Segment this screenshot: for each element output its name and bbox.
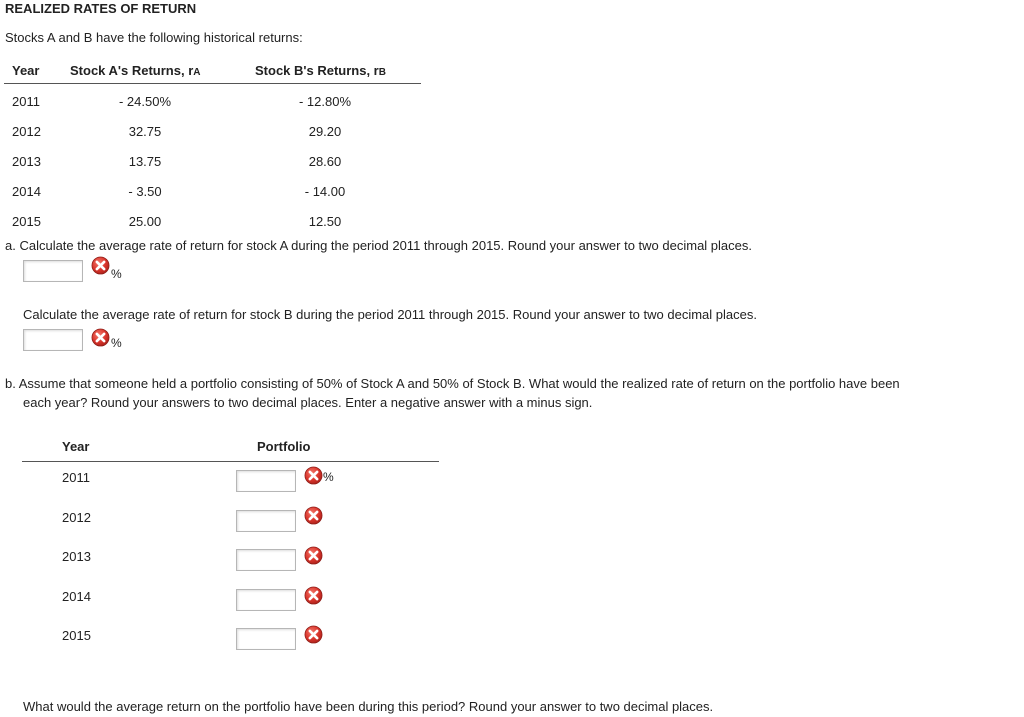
portfolio-row-year: 2015	[62, 628, 91, 643]
returns-row-year: 2012	[12, 124, 41, 139]
returns-header-stock-b-label: Stock B's Returns, r	[255, 63, 379, 78]
incorrect-x-icon	[304, 546, 323, 565]
question-a-stock-b: Calculate the average rate of return for stock B during the period 2011 through 2015. Round your answer to two decimal places.	[23, 307, 757, 322]
returns-header-stock-a-label: Stock A's Returns, r	[70, 63, 194, 78]
returns-row-b: 12.50	[308, 214, 342, 229]
returns-row-b: - 12.80%	[298, 94, 352, 109]
intro-text: Stocks A and B have the following historical returns:	[5, 30, 303, 45]
page-title: REALIZED RATES OF RETURN	[5, 1, 197, 16]
avg-return-stock-b-input[interactable]	[23, 329, 83, 351]
avg-return-stock-a-input[interactable]	[23, 260, 83, 282]
portfolio-row-year: 2013	[62, 549, 91, 564]
final-question: What would the average return on the portfolio have been during this period? Round your answer to two decimal places.	[23, 699, 714, 714]
portfolio-row-year: 2012	[62, 510, 91, 525]
question-a-stock-a: a. Calculate the average rate of return for stock A during the period 2011 through 2015. Round your answer to two decimal places.	[5, 238, 752, 253]
returns-header-divider	[4, 83, 421, 84]
returns-row-b: 28.60	[308, 154, 342, 169]
percent-unit: %	[323, 470, 334, 484]
returns-header-stock-a	[70, 63, 201, 78]
incorrect-x-icon	[304, 586, 323, 605]
returns-row-b: - 14.00	[304, 184, 346, 199]
portfolio-return-input[interactable]	[236, 510, 296, 532]
incorrect-x-icon	[304, 625, 323, 644]
returns-row-b: 29.20	[308, 124, 342, 139]
question-b-line2: each year? Round your answers to two decimal places. Enter a negative answer with a minus sign.	[23, 395, 593, 410]
returns-row-a: 32.75	[128, 124, 162, 139]
returns-row-a: 13.75	[128, 154, 162, 169]
portfolio-header-divider	[22, 461, 439, 462]
returns-header-stock-b	[255, 63, 386, 78]
portfolio-header-portfolio: Portfolio	[257, 439, 311, 454]
returns-header-stock-b-sub: B	[378, 67, 386, 78]
portfolio-row-year: 2014	[62, 589, 91, 604]
incorrect-x-icon	[304, 506, 323, 525]
incorrect-x-icon	[91, 328, 110, 347]
returns-row-year: 2014	[12, 184, 41, 199]
returns-row-a: - 24.50%	[118, 94, 172, 109]
portfolio-return-input[interactable]	[236, 628, 296, 650]
percent-unit: %	[111, 267, 122, 281]
returns-row-year: 2013	[12, 154, 41, 169]
portfolio-header-year: Year	[62, 439, 90, 454]
returns-row-a: - 3.50	[128, 184, 162, 199]
returns-row-year: 2015	[12, 214, 41, 229]
percent-unit: %	[111, 336, 122, 350]
portfolio-return-input[interactable]	[236, 549, 296, 571]
portfolio-return-input[interactable]	[236, 470, 296, 492]
returns-row-a: 25.00	[128, 214, 162, 229]
question-b-line1: b. Assume that someone held a portfolio consisting of 50% of Stock A and 50% of Stock B. What would the realized rate of return on the portfolio have been	[5, 376, 900, 391]
portfolio-return-input[interactable]	[236, 589, 296, 611]
incorrect-x-icon	[304, 466, 323, 485]
returns-row-year: 2011	[12, 94, 40, 109]
returns-header-year: Year	[12, 63, 40, 78]
incorrect-x-icon	[91, 256, 110, 275]
returns-header-stock-a-sub: A	[193, 67, 201, 78]
portfolio-row-year: 2011	[62, 470, 90, 485]
